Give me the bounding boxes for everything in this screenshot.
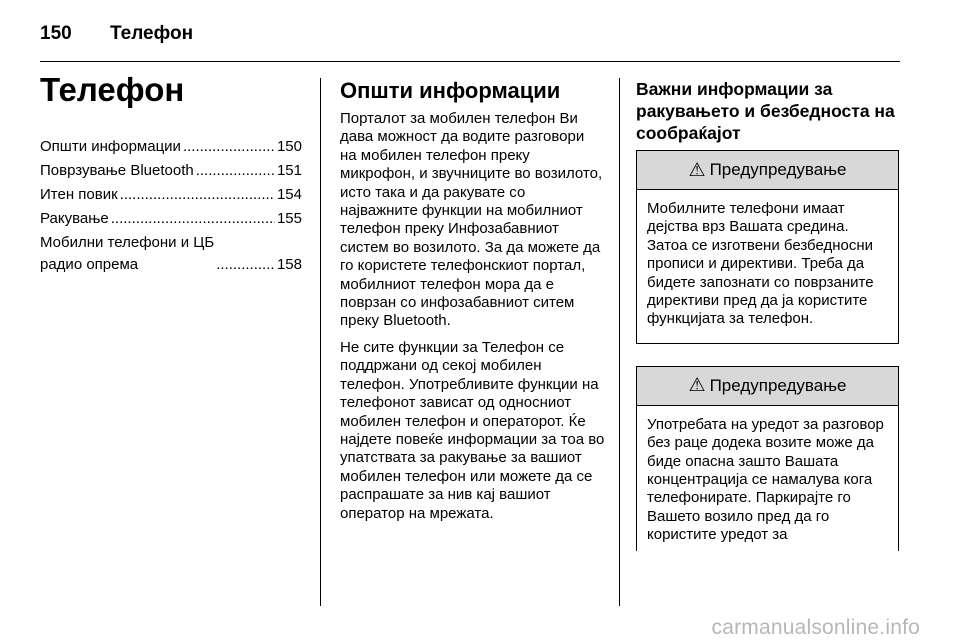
warning-header (637, 151, 898, 190)
section-title: Важни информации за ракувањето и безбедноста на сообраќајот (636, 79, 895, 143)
toc-entry-page: 154 (276, 186, 302, 203)
warning-heading: Предупредување (709, 160, 847, 179)
page-number: 150 (40, 23, 72, 44)
toc-entry-label: Итен повик (40, 186, 118, 203)
body-paragraph: Порталот за мобилен телефон Ви дава можност да водите разговори на мобилен телефон преку микрофон, и звучниците во возилото, исто така и да ракувате со најважните функции на мобилниот телефон преку Инфозабавниот систем во возилото. За да можете да го користете телефонскиот портал, мобилниот телефон мора да е поврзан со инфозабавниот ситем преку Bluetooth. (340, 110, 603, 330)
toc-entry-bluetooth[interactable] (40, 160, 302, 182)
toc-entry-label: Општи информации (40, 138, 181, 155)
general-info-column (340, 78, 605, 531)
warning-header (637, 367, 898, 406)
column-divider-1 (320, 78, 321, 606)
toc-entry-label: Мобилни телефони и ЦБ радио опрема (40, 234, 215, 273)
warning-text: Употребата на уредот за разговор без раце додека возите може да биде опасна зашто Вашата концентрација се намалува кога телефонирате. Паркирајте го Вашето возило пред да го користите уредот за (647, 415, 884, 544)
toc-entry-page: 150 (276, 138, 302, 155)
page-header (40, 18, 193, 50)
warning-heading: Предупредување (709, 375, 847, 395)
toc-leader-dots (216, 254, 275, 276)
toc-entry-operation[interactable] (40, 208, 302, 230)
chapter-column (40, 70, 302, 278)
toc-leader-dots (120, 184, 275, 206)
running-title: Телефон (110, 23, 194, 44)
toc-entry-general-info[interactable] (40, 136, 302, 158)
toc-entry-page: 158 (276, 256, 302, 273)
column-divider-2 (619, 78, 620, 606)
warning-box (636, 366, 899, 551)
safety-column (636, 78, 901, 551)
toc-entry-label: Ракување (40, 210, 109, 227)
toc-entry-page: 151 (276, 162, 302, 179)
toc-leader-dots (196, 160, 275, 182)
toc-entry-emergency-call[interactable] (40, 184, 302, 206)
table-of-contents (40, 136, 302, 276)
toc-entry-page: 155 (276, 210, 302, 227)
chapter-title: Телефон (40, 71, 185, 108)
warning-box (636, 150, 899, 344)
body-paragraph: Не сите функции за Телефон се поддржани од секој мобилен телефон. Употребливите функции на телефонот зависат од односниот мобилен телефон и операторот. Ќе најдете повеќе информации за тоа во упатствата за ракување за вашиот мобилен телефон или можете да се распрашате за нив кај вашиот оператор на мрежата. (340, 338, 605, 522)
toc-entry-label: Поврзување Bluetooth (40, 162, 194, 179)
toc-entry-mobile-cb-radio[interactable] (40, 232, 302, 276)
toc-leader-dots (111, 208, 275, 230)
section-title: Општи информации (340, 78, 561, 103)
warning-triangle-icon: ⚠ (688, 159, 706, 181)
warning-text: Мобилните телефони имаат дејства врз Вашата средина. Затоа се изготвени безбедносни прописи и директиви. Треба да бидете запознати со поврзаните директиви пред да ја користите функцијата за телефон. (647, 200, 874, 328)
header-rule (40, 61, 900, 62)
toc-leader-dots (183, 136, 275, 158)
watermark: carmanualsonline.info (711, 616, 920, 639)
warning-triangle-icon: ⚠ (688, 375, 706, 397)
